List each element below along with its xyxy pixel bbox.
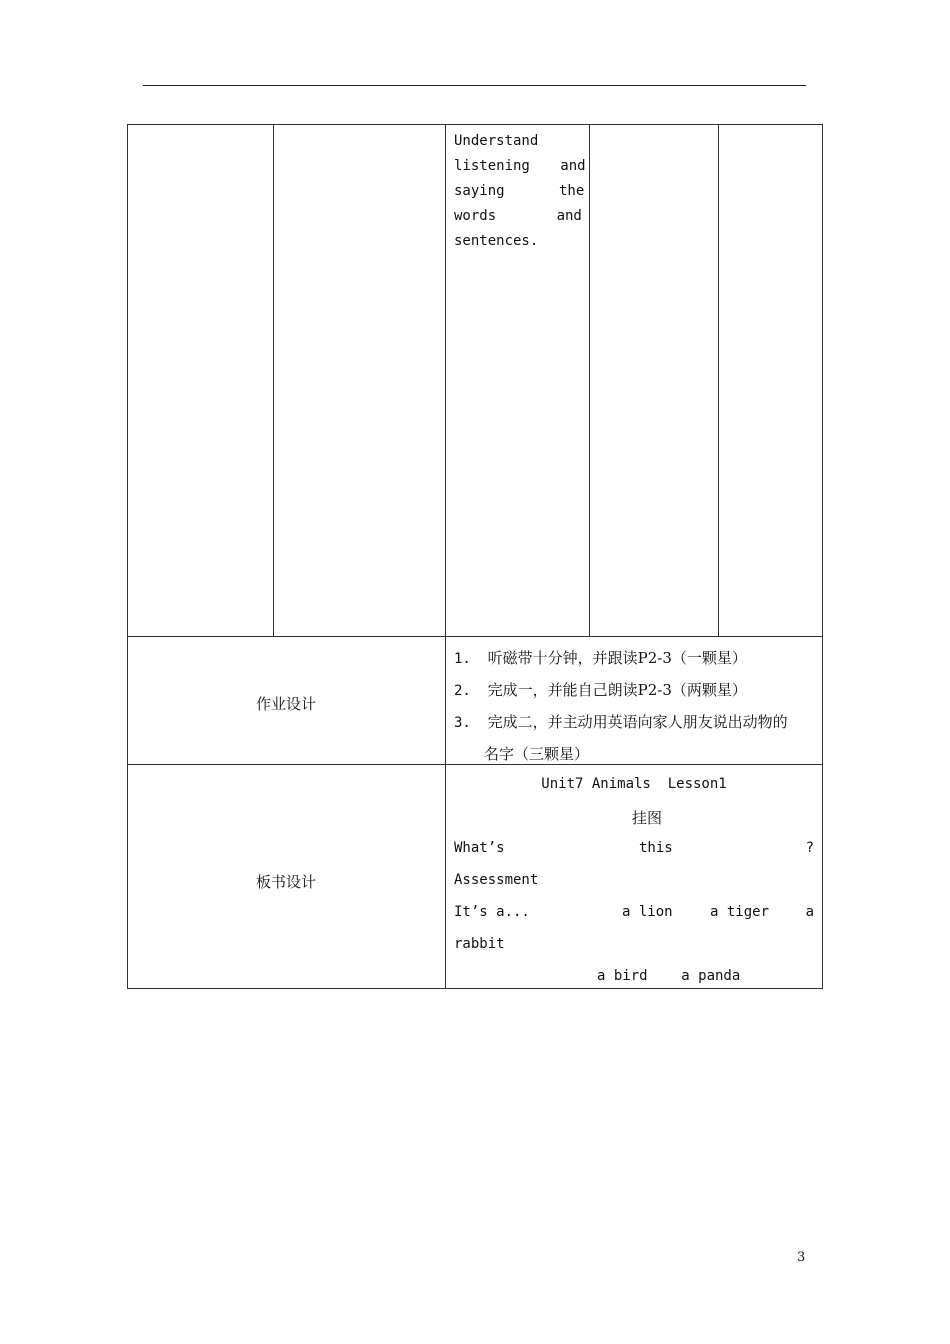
board-word: a: [805, 904, 814, 920]
table-right-border: [822, 124, 823, 988]
board-label: 板书设计: [255, 873, 316, 891]
header-rule: [143, 85, 806, 86]
board-word: a tiger: [710, 904, 770, 920]
board-word: this: [639, 840, 673, 856]
board-line-its-a: [454, 904, 814, 924]
objective-cell: [454, 129, 586, 254]
homework-item-text: 完成二，并主动用英语向家人朋友说出动物的: [487, 713, 788, 731]
board-word: What’s: [454, 840, 505, 856]
col-divider-2: [445, 124, 446, 988]
col-divider-3: [589, 124, 590, 636]
homework-item-text: 完成一，并能自己朗读P2-3（两颗星）: [487, 681, 747, 699]
homework-label: 作业设计: [255, 695, 316, 713]
board-title: Unit7 Animals Lesson1: [541, 776, 727, 792]
board-line-whats-this: [454, 840, 814, 860]
objective-line: saying the: [454, 183, 585, 199]
col-divider-1: [273, 124, 274, 636]
homework-item: [454, 711, 788, 732]
board-word: a lion: [622, 904, 673, 920]
homework-item-text: 听磁带十分钟，并跟读P2-3（一颗星）: [487, 649, 747, 667]
homework-item: [454, 679, 747, 700]
page-number: 3: [797, 1250, 806, 1265]
board-word: ?: [805, 840, 814, 856]
board-line-assessment: Assessment: [454, 872, 539, 888]
board-line-bird-panda: a bird a panda: [597, 968, 741, 984]
board-word: It’s a...: [454, 904, 530, 920]
col-divider-4: [718, 124, 719, 636]
objective-line: listening and: [454, 158, 586, 174]
homework-item-number: 3.: [454, 715, 471, 731]
objective-line: sentences.: [454, 233, 539, 249]
board-picture: 挂图: [631, 809, 662, 827]
row-divider-1: [127, 636, 823, 637]
homework-item-number: 2.: [454, 683, 471, 699]
homework-item: [454, 647, 747, 668]
row-divider-2: [127, 764, 823, 765]
objective-line: Understand: [454, 133, 539, 149]
table-left-border: [127, 124, 128, 988]
homework-item-continuation: 名字（三颗星）: [484, 745, 590, 763]
objective-line: words and: [454, 208, 582, 224]
table-bottom-border: [127, 988, 823, 989]
board-line-rabbit: rabbit: [454, 936, 505, 952]
homework-item-number: 1.: [454, 651, 471, 667]
